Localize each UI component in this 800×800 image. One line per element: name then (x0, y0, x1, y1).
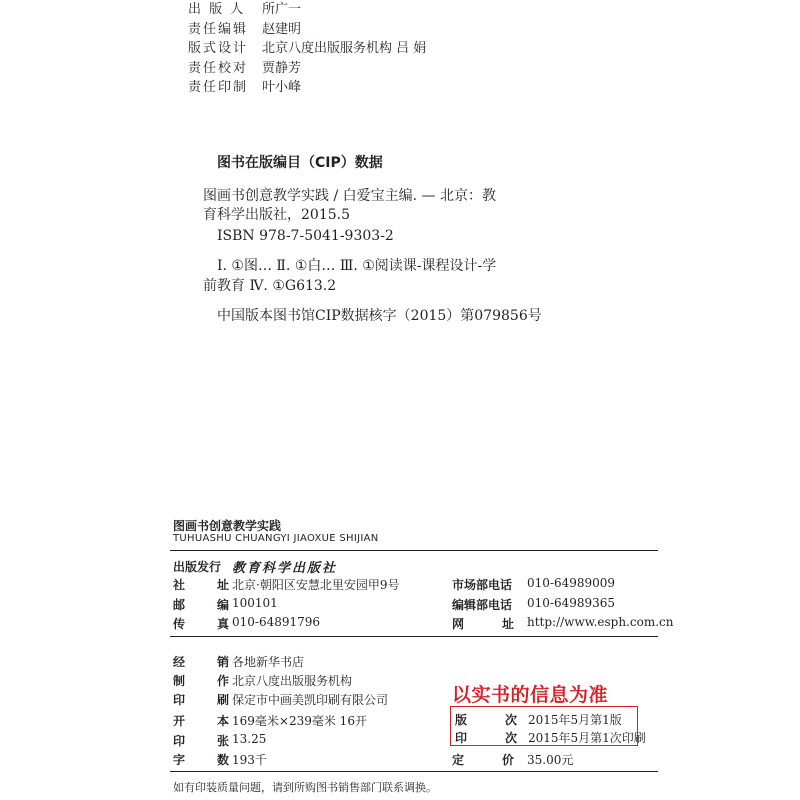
fax-value: 010-64891796 (232, 615, 321, 629)
format-label: 开 本 (173, 714, 229, 728)
market-tel-value: 010-64989009 (527, 576, 616, 590)
divider (170, 771, 658, 772)
credit-label: 出 版 人 (188, 2, 246, 17)
cip-number: 中国版本图书馆CIP数据核字（2015）第079856号 (217, 308, 542, 324)
credit-row (188, 60, 301, 78)
credit-value: 北京八度出版服务机构 吕 娟 (262, 41, 427, 56)
sheets-value: 13.25 (232, 732, 267, 746)
price-value: 35.00元 (527, 753, 574, 767)
editor-tel-value: 010-64989365 (527, 596, 616, 610)
price-label: 定 价 (452, 753, 514, 767)
credit-label: 责任校对 (188, 61, 249, 76)
credit-row (188, 1, 301, 19)
fax-label: 传 真 (173, 617, 229, 631)
sheets-label: 印 张 (173, 734, 229, 748)
book-title-pinyin: TUHUASHU CHUANGYI JIAOXUE SHIJIAN (173, 533, 379, 544)
cip-isbn: ISBN 978-7-5041-9303-2 (217, 228, 394, 244)
cip-description-line1: 图画书创意教学实践 / 白爱宝主编. — 北京：教 (203, 188, 496, 204)
credit-value: 所广一 (262, 2, 302, 17)
publisher-logo-text: 教育科学出版社 (232, 561, 338, 576)
credit-label: 责任编辑 (188, 22, 249, 37)
distributor-label: 经 销 (173, 655, 229, 669)
note-annotation: 以实书的信息为准 (452, 684, 609, 706)
credit-row (188, 21, 301, 39)
cip-classification-line2: 前教育 Ⅳ. ①G613.2 (203, 278, 337, 294)
postcode-label: 邮 编 (173, 598, 229, 612)
footer-note: 如有印装质量问题，请到所购图书销售部门联系调换。 (173, 781, 437, 794)
credit-label: 版式设计 (188, 41, 249, 56)
credit-row (188, 79, 301, 97)
cip-description-line2: 育科学出版社，2015.5 (203, 207, 350, 223)
publisher-label: 出版发行 (173, 560, 222, 574)
edition-label: 版 次 (455, 713, 517, 727)
distributor-value: 各地新华书店 (232, 655, 305, 669)
address-value: 北京·朝阳区安慧北里安园甲9号 (232, 578, 400, 592)
credit-label: 责任印制 (188, 80, 249, 95)
divider (170, 636, 658, 637)
impression-value: 2015年5月第1次印刷 (528, 731, 646, 745)
credit-value: 叶小峰 (262, 80, 302, 95)
format-value: 169毫米×239毫米 16开 (232, 714, 367, 728)
editor-tel-label: 编辑部电话 (452, 598, 513, 612)
printer-value: 保定市中画美凯印刷有限公司 (232, 693, 389, 707)
credit-value: 赵建明 (262, 22, 302, 37)
address-label: 社 址 (173, 578, 229, 592)
book-title: 图画书创意教学实践 (173, 519, 282, 533)
credit-value: 贾静芳 (262, 61, 302, 76)
divider (170, 550, 658, 551)
production-value: 北京八度出版服务机构 (232, 674, 353, 688)
website-label: 网 址 (452, 617, 514, 631)
market-tel-label: 市场部电话 (452, 578, 513, 592)
impression-label: 印 次 (455, 731, 517, 745)
cip-heading: 图书在版编目（CIP）数据 (217, 155, 383, 171)
credit-row (188, 40, 426, 58)
edition-value: 2015年5月第1版 (528, 713, 622, 727)
website-link: http://www.esph.com.cn (527, 615, 674, 629)
cip-classification-line1: Ⅰ. ①图… Ⅱ. ①白… Ⅲ. ①阅读课-课程设计-学 (217, 258, 497, 274)
word-count-value: 193千 (232, 753, 267, 767)
production-label: 制 作 (173, 674, 229, 688)
word-count-label: 字 数 (173, 753, 229, 767)
postcode-value: 100101 (232, 596, 278, 610)
printer-label: 印 刷 (173, 693, 229, 707)
